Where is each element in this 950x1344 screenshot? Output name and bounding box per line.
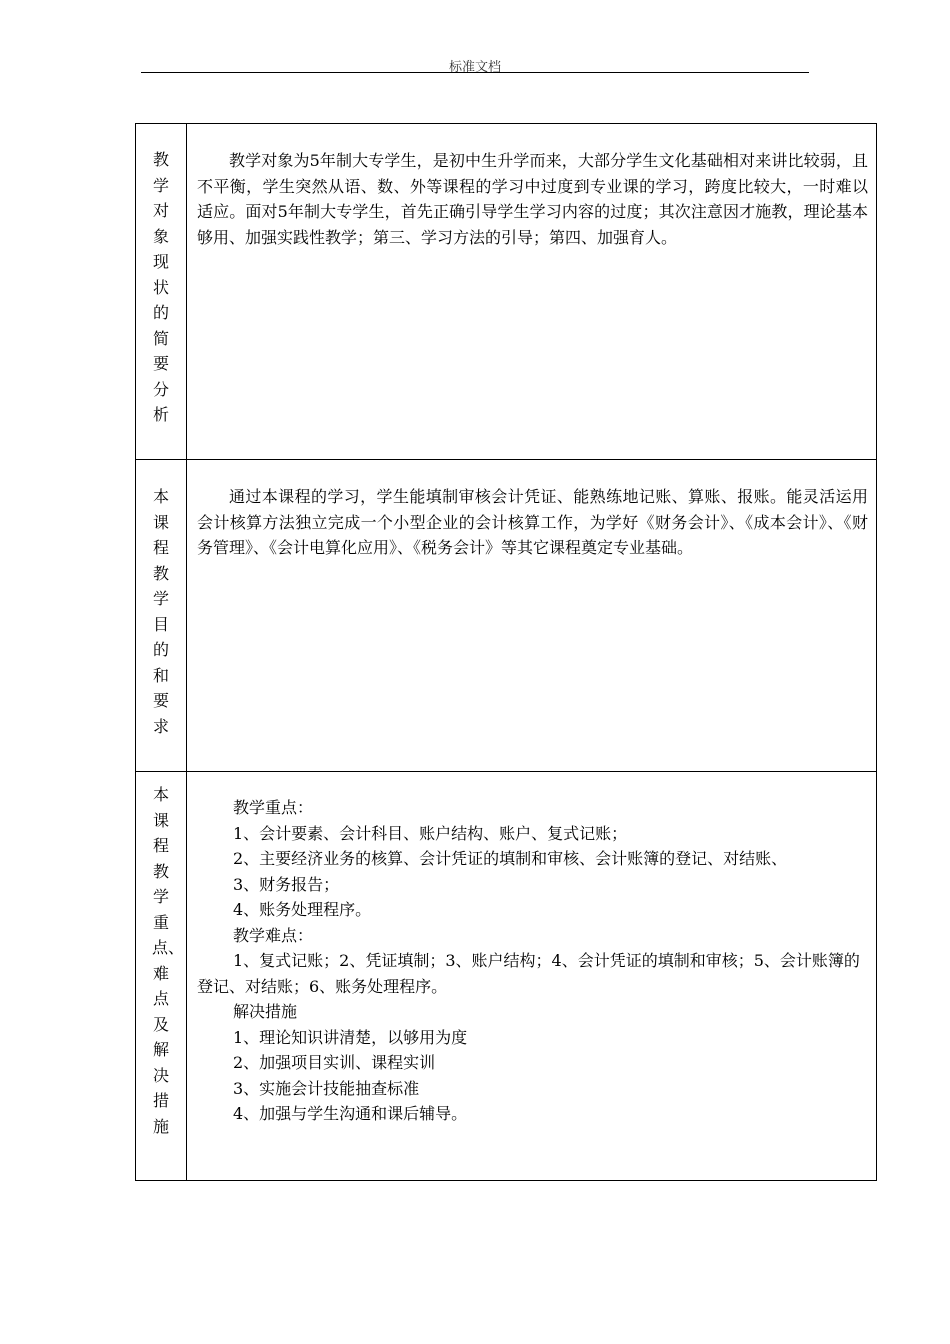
header-rule xyxy=(141,72,809,73)
difficulties-text: 1、复式记账；2、凭证填制；3、账户结构；4、会计凭证的填制和审核；5、会计账簿的登记、对结账；6、账务处理程序。 xyxy=(197,951,860,996)
row-label-course-goals: 本课程教学目的和要求 xyxy=(152,487,169,736)
row-label-key-points: 本课程教学重点、难点及解决措施 xyxy=(152,785,185,1136)
course-plan-table xyxy=(135,123,877,1181)
row-label-cell xyxy=(136,772,187,1181)
row-content-cell xyxy=(187,460,877,772)
difficulties-heading: 教学难点： xyxy=(233,925,314,945)
row-label-cell xyxy=(136,460,187,772)
list-item: 2、加强项目实训、课程实训 xyxy=(233,1053,436,1072)
row-label-student-analysis: 教学对象现状的简要分析 xyxy=(152,150,169,424)
page-header-title: 标准文档 xyxy=(448,60,501,75)
list-item: 4、账务处理程序。 xyxy=(233,900,372,919)
list-item: 3、实施会计技能抽查标准 xyxy=(233,1078,420,1098)
student-analysis-text: 教学对象为5年制大专学生，是初中生升学而来，大部分学生文化基础相对来讲比较弱，且不平衡，学生突然从语、数、外等课程的学习中过度到专业课的学习，跨度比较大，一时难以适应。面对5年制大专学生，首先正确引导学生学习内容的过度；其次注意因才施教，理论基本够用、加强实践性教学；第三、学习方法的引导；第四、加强育人。 xyxy=(197,151,868,247)
list-item: 2、主要经济业务的核算、会计凭证的填制和审核、会计账簿的登记、对结账、 xyxy=(233,849,788,868)
list-item: 4、加强与学生沟通和课后辅导。 xyxy=(233,1104,468,1123)
list-item: 3、财务报告； xyxy=(233,874,340,894)
list-item: 1、会计要素、会计科目、账户结构、账户、复式记账； xyxy=(233,823,628,843)
table-row-student-analysis xyxy=(136,124,877,460)
list-item: 1、理论知识讲清楚，以够用为度 xyxy=(233,1027,468,1047)
measures-heading: 解决措施 xyxy=(233,1002,298,1021)
table-row-key-points xyxy=(136,772,877,1181)
table-row-course-goals xyxy=(136,460,877,772)
key-points-heading: 教学重点： xyxy=(233,798,314,817)
row-content-cell xyxy=(187,772,877,1181)
row-label-cell xyxy=(136,124,187,460)
course-goals-text: 通过本课程的学习，学生能填制审核会计凭证、能熟练地记账、算账、报账。能灵活运用会计核算方法独立完成一个小型企业的会计核算工作，为学好《财务会计》、《成本会计》、《财务管理》、《会计电算化应用》、《税务会计》等其它课程奠定专业基础。 xyxy=(197,487,868,557)
row-content-cell xyxy=(187,124,877,460)
